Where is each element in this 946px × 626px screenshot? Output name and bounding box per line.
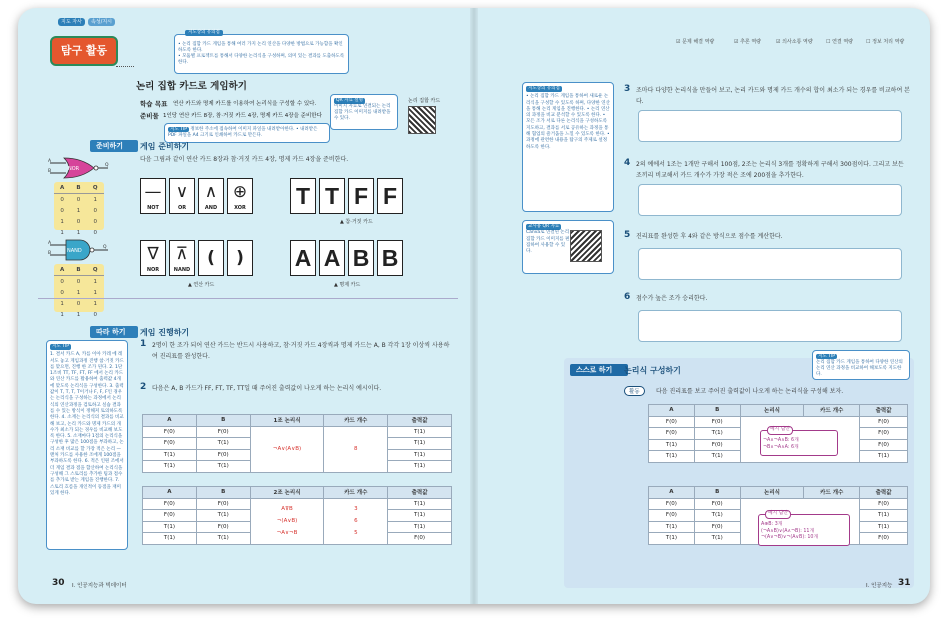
prep-label: 준비물 [140, 112, 159, 120]
question-2-text: 다음은 A, B 카드가 FF, FT, TF, TT일 때 주어진 출력값이 나오게 하는 논리식 예시이다. [152, 385, 382, 392]
tip-note [164, 123, 330, 143]
competency-label: 추론 역량 [740, 39, 761, 45]
nand-truth-table-grid: A B Q 0 0 1 0 1 1 1 0 1 1 1 0 [54, 264, 104, 320]
table-row: T(1) F(0) T(1) [143, 521, 452, 533]
answer-box-3[interactable] [638, 110, 902, 142]
answer-box-5[interactable] [638, 248, 902, 280]
qr-sidebar-tag: 교사용 QR 자료 [528, 224, 560, 229]
competency-label: 문제 해결 역량 [682, 39, 715, 45]
qr-code-icon[interactable] [408, 106, 436, 134]
prep-description: 다음 그림과 같이 연산 카드 8장과 참·거짓 카드 4장, 명제 카드 4장을 준비한다. [140, 156, 349, 163]
checkbox-checked-icon: ☑ [776, 39, 781, 45]
top-tag-2: 속성/지시 [88, 18, 115, 26]
checkbox-empty-icon: ☐ [866, 39, 871, 45]
op-card-or [169, 178, 195, 214]
prop-card: B [348, 240, 374, 276]
question-3-text: 조마다 다양한 논리식을 만들어 보고, 논리 카드와 명제 카드 개수의 합이 최소가 되는 경우를 비교하여 본다. [636, 87, 910, 105]
op-card-label: AND [204, 205, 218, 211]
competency-label: 의사소통 역량 [782, 39, 813, 45]
footer-left: I. 인공지능과 빅데이터 [72, 583, 127, 589]
teacher-note-title: 지도상의 유의점 [185, 30, 223, 36]
example-answer-line: ¬(A∨¬B)∨¬(A∨B): 10개 [761, 535, 819, 540]
tf-cards-caption: ▲ 참·거짓 카드 [340, 219, 373, 225]
question-5-number: 5 [624, 230, 631, 240]
svg-text:Q: Q [105, 163, 109, 168]
table-row: F(0) T(1) F(0) [649, 428, 908, 440]
table-row: F(0) F(0) F(0) [649, 498, 908, 510]
svg-text:A: A [48, 241, 52, 246]
self-tip-text: 논리 집합 카드 게임을 통하여 다양한 연산의 논리 연산 과정을 비교하여 해보도록 지도한다. [816, 360, 903, 377]
table-row: T(1) T(1) F(0) [143, 533, 452, 545]
question-2-number: 2 [140, 382, 147, 392]
competency-check-3 [776, 38, 813, 45]
tip-sidebar-text: 1. 결서 카드 A, 카를 이아 카레 에 레서도 놓고 게임과정 진행 참·거짓 카드를 맞으면, 진행 한 조가 된다. 2. 1단 1조비 TT, TF, FT, FF 에서 논리 카드와 연산 카드를 활용하여 출력값 4개에 맞도록 논리식을 구성한다. 3. 출력값이 T, T, T, T이거나 F, F, F인 경우는 논리식을 구성하는 과정에서 논리식의 연산과정을 검토하고 실습 결과를 수 있는 방식이 정해져 토의하도록 한다. 4. 소재는 논리식의 결과를 비교해 보고, 논리 카드와 명제 카드의 개수가 최소가 되는 경우를 비교해 보도록 한다. 5. 소재마다 1점의 논리식을 구성한 후 많은 100점을 부과하고, 논리 소재 비교를 할 가장 적은 논리 — 맨처 카드를 사용한 조에게 100점을 부과하도록 한다. 6. 적은 인원 조에서 더 게임 결과 점을 합산하여 논리식을 구성해 그 스토리를 추가한 팀과 점수를 추가로 받는 게임을 진행한다. 7. 스토리 흐름을 개인적이 등점을 재미있게 한다. [50, 352, 124, 496]
op-card-symbol: ∧ [204, 182, 218, 202]
table-row: F(0) F(0) ¬A∨(A∨B) 8 T(1) [143, 426, 452, 438]
op-card-not [140, 178, 166, 214]
goal-label: 학습 목표 [140, 100, 168, 108]
table-row: T(1) T(1) T(1) [649, 451, 908, 463]
table-row: T(1) F(0) T(1) [649, 521, 908, 533]
example-table-2 [142, 486, 452, 545]
nor-gate-diagram [48, 156, 110, 180]
prop-card: A [319, 240, 345, 276]
textbook-spread [18, 8, 930, 604]
competency-check-2 [734, 38, 761, 45]
page-number-right: 31 [898, 578, 911, 588]
competency-check-1 [676, 38, 714, 45]
table-row: F(0) F(0) F(0) [649, 416, 908, 428]
table-row: F(0) T(1) T(1) [649, 510, 908, 522]
example-table-1 [142, 414, 452, 473]
op-cards-caption: ▲ 연산 카드 [188, 282, 215, 288]
right-page [474, 8, 930, 604]
op-card-close-paren [227, 240, 253, 276]
table-row: T(1) T(1) F(0) [649, 533, 908, 545]
question-4-text: 2의 예에서 1조는 1개만 구해서 100점, 2조는 논리식 3개를 정확하게 구해서 300점이다. 그리고 보든 조끼리 비교해서 카드 개수가 가장 적은 조에 200점을 추가한다. [636, 161, 904, 179]
count-cell: 8 [324, 426, 388, 472]
op-card-label: NOT [147, 205, 159, 211]
formula-cell: ¬A∨(A∨B) [250, 426, 324, 472]
self-heading: 논리식 구성하기 [624, 366, 681, 375]
prep-heading: 게임 준비하기 [140, 142, 190, 151]
table-row: T(1) T(1) T(1) [143, 461, 452, 473]
tip-sidebar [46, 340, 128, 550]
svg-text:B: B [48, 251, 52, 256]
table-header-row: A B 1조 논리식 카드 개수 출력값 [143, 415, 452, 427]
nor-truth-table-grid: A B Q 0 0 1 0 1 0 1 0 0 1 1 0 [54, 182, 104, 238]
nand-truth-table [54, 264, 104, 318]
section-divider [38, 298, 458, 299]
op-card-open-paren [198, 240, 224, 276]
prop-card: A [290, 240, 316, 276]
prop-cards-caption: ▲ 명제 카드 [334, 282, 361, 288]
tf-card: F [348, 178, 374, 214]
question-1-text: 2명이 한 조가 되어 연산 카드는 반드시 사용하고, 참·거짓 카드 4장씩과 명제 카드는 A, B 각각 1장 이상씩 사용하여 진리표를 완성한다. [152, 342, 450, 360]
example-answer-2 [758, 511, 850, 546]
question-5-text: 진리표를 완성한 후 4와 같은 방식으로 점수를 계산한다. [636, 233, 783, 240]
example-answer-1 [760, 427, 838, 456]
question-1-number: 1 [140, 339, 147, 349]
follow-heading: 게임 진행하기 [140, 328, 190, 337]
checkbox-checked-icon: ☑ [734, 39, 739, 45]
checkbox-checked-icon: ☑ [676, 39, 681, 45]
op-card-and [198, 178, 224, 214]
goal-text: 연산 카드와 명제 카드를 이용하여 논리식을 구성할 수 있다. [173, 101, 317, 107]
example-answer-tag: 예시 답안 [765, 510, 791, 519]
teacher-note-sidebar [522, 82, 614, 212]
op-card-label: XOR [234, 205, 246, 211]
op-card-label: NAND [173, 267, 191, 273]
example-answer-tag: 예시 답안 [767, 426, 793, 435]
table-row: F(0) T(1) T(1) [143, 438, 452, 450]
answer-box-6[interactable] [638, 310, 902, 342]
op-card-xor [227, 178, 253, 214]
table-row: T(1) F(0) T(1) [143, 449, 452, 461]
prep-section-tab: 준비하기 [90, 140, 138, 152]
table-header-row: A B 논리식 카드 개수 출력값 [649, 487, 908, 499]
prep-text: 1인당 연산 카드 8장, 참·거짓 카드 4장, 명제 카드 4장을 준비한다 [163, 113, 322, 119]
question-4-number: 4 [624, 158, 631, 168]
op-card-symbol: ( [207, 248, 215, 268]
op-card-symbol: — [144, 182, 162, 202]
activity-label: 활동 [624, 386, 645, 396]
question-3-number: 3 [624, 84, 631, 94]
op-card-symbol: ∨ [175, 182, 189, 202]
self-tip-tag: 지도 TIP [818, 354, 835, 359]
question-6-text: 점수가 높은 조가 승리한다. [636, 295, 708, 302]
footer-right: I. 인공지능 [866, 583, 893, 589]
qr-note-label: QR 자료 설명 [336, 98, 363, 103]
teacher-note [174, 30, 349, 74]
main-title: 논리 집합 카드로 게임하기 [136, 81, 247, 92]
competency-check-4 [826, 38, 853, 45]
nor-gate-label: NOR [68, 166, 80, 172]
activity-title-badge: 탐구 활동 [50, 36, 118, 66]
competency-label: 연결 역량 [832, 39, 853, 45]
qr-note [330, 94, 398, 130]
example-answer-line: (¬A∧B)∨(A∧¬B): 11개 [761, 528, 815, 534]
tf-card: T [290, 178, 316, 214]
example-answer-line: ¬B∧¬A∧A: 6개 [763, 444, 799, 450]
qr-code-icon[interactable] [570, 230, 602, 262]
example-answer-line: A⊕B: 3개 [761, 522, 783, 527]
follow-section-tab: 따라 하기 [90, 326, 138, 338]
answer-box-4[interactable] [638, 184, 902, 216]
nand-gate-diagram [48, 238, 110, 262]
tf-card: F [377, 178, 403, 214]
page-number-left: 30 [52, 578, 65, 588]
tip-note-text: 정보한 주소에 접속하여 이미지 파일을 내려받아한다. • 내려받은 PDF 파일을 A4 크기로 인쇄하여 카드로 만든다. [168, 127, 318, 138]
prop-card: B [377, 240, 403, 276]
table-header-row: A B 논리식 카드 개수 출력값 [649, 405, 908, 417]
op-card-label: NOR [146, 267, 160, 273]
count-cell: 3 6 5 [324, 498, 388, 544]
teacher-note-sidebar-text: • 논리 집합 카드 게임을 통하여 새로운 논리식을 구성할 수 있도록 하며, 다양한 연산을 통해 논리 게임을 진행한다. • 논리 연산의 과정을 비교 분석할 수 있도록 한다. • 모든 조가 서로 다른 논리식을 구성하도록 지도하고, 결과를 서로 공유하는 과정을 통해 협업의 즐거움을 느낄 수 있도록 한다. • 과정에 관련한 내용을 탐구의 주제로 설정하도록 한다. [526, 94, 610, 150]
nor-truth-table [54, 182, 104, 236]
checkbox-empty-icon: ☐ [826, 39, 831, 45]
table-row: T(1) F(0) F(0) [649, 439, 908, 451]
tip-note-tag: 지도 TIP [170, 127, 187, 132]
op-card-nand [169, 240, 195, 276]
op-card-symbol: ⊼ [175, 244, 189, 264]
op-card-label: OR [177, 205, 187, 211]
table-header-row: A B 2조 논리식 카드 개수 출력값 [143, 487, 452, 499]
formula-cell: A⊽B ¬(A∨B) ¬A∨¬B [250, 498, 324, 544]
self-tip-note [812, 350, 910, 380]
question-6-number: 6 [624, 292, 631, 302]
svg-text:A: A [48, 159, 52, 164]
op-card-symbol: ) [236, 248, 244, 268]
qr-title: 논리 집합 카드 [408, 98, 441, 104]
example-answer-line: ¬A∧¬A∧B: 6개 [763, 438, 799, 443]
nand-gate-label: NAND [67, 248, 82, 254]
tip-sidebar-tag: 지도 TIP [52, 344, 69, 349]
competency-label: 정보 처리 역량 [872, 39, 905, 45]
teacher-note-sidebar-title: 지도상의 유의점 [528, 86, 560, 91]
activity-text: 다음 진리표를 보고 주어진 출력값이 나오게 하는 논리식을 구성해 보자. [656, 388, 844, 395]
self-section-tab: 스스로 하기 [570, 364, 628, 376]
competency-check-5 [866, 38, 904, 45]
svg-text:B: B [48, 169, 52, 174]
op-card-symbol: ⊕ [232, 182, 248, 202]
qr-sidebar-text: Canva로 연결된 논리 집합 카드 이미지를 편집하여 사용할 수 있다. [526, 230, 570, 255]
table-row: F(0) T(1) T(1) [143, 510, 452, 522]
qr-note-text: 이미지 자료로 연결되는 논리 집합 카드 이미지를 내려받을 수 있다. [334, 104, 391, 121]
op-card-symbol: ∇ [147, 244, 159, 264]
top-tag-1: 지도 자사 [58, 18, 85, 26]
teacher-note-line-1: • 논리 집합 카드 게임을 통해 여러 가지 논리 연산을 다양한 방법으로 가능함을 확인하도록 한다. [178, 42, 343, 53]
table-row: F(0) F(0) A⊽B ¬(A∨B) ¬A∨¬B 3 6 5 T(1) [143, 498, 452, 510]
title-connector [116, 66, 134, 67]
teacher-note-line-2: • 모둠별 프로젝트를 통해서 다양한 논리식을 구성하며, 의미 있는 결과를 도출하도록 한다. [178, 54, 345, 65]
left-page [18, 8, 474, 604]
op-card-nor [140, 240, 166, 276]
tf-card: T [319, 178, 345, 214]
svg-text:Q: Q [103, 245, 107, 250]
